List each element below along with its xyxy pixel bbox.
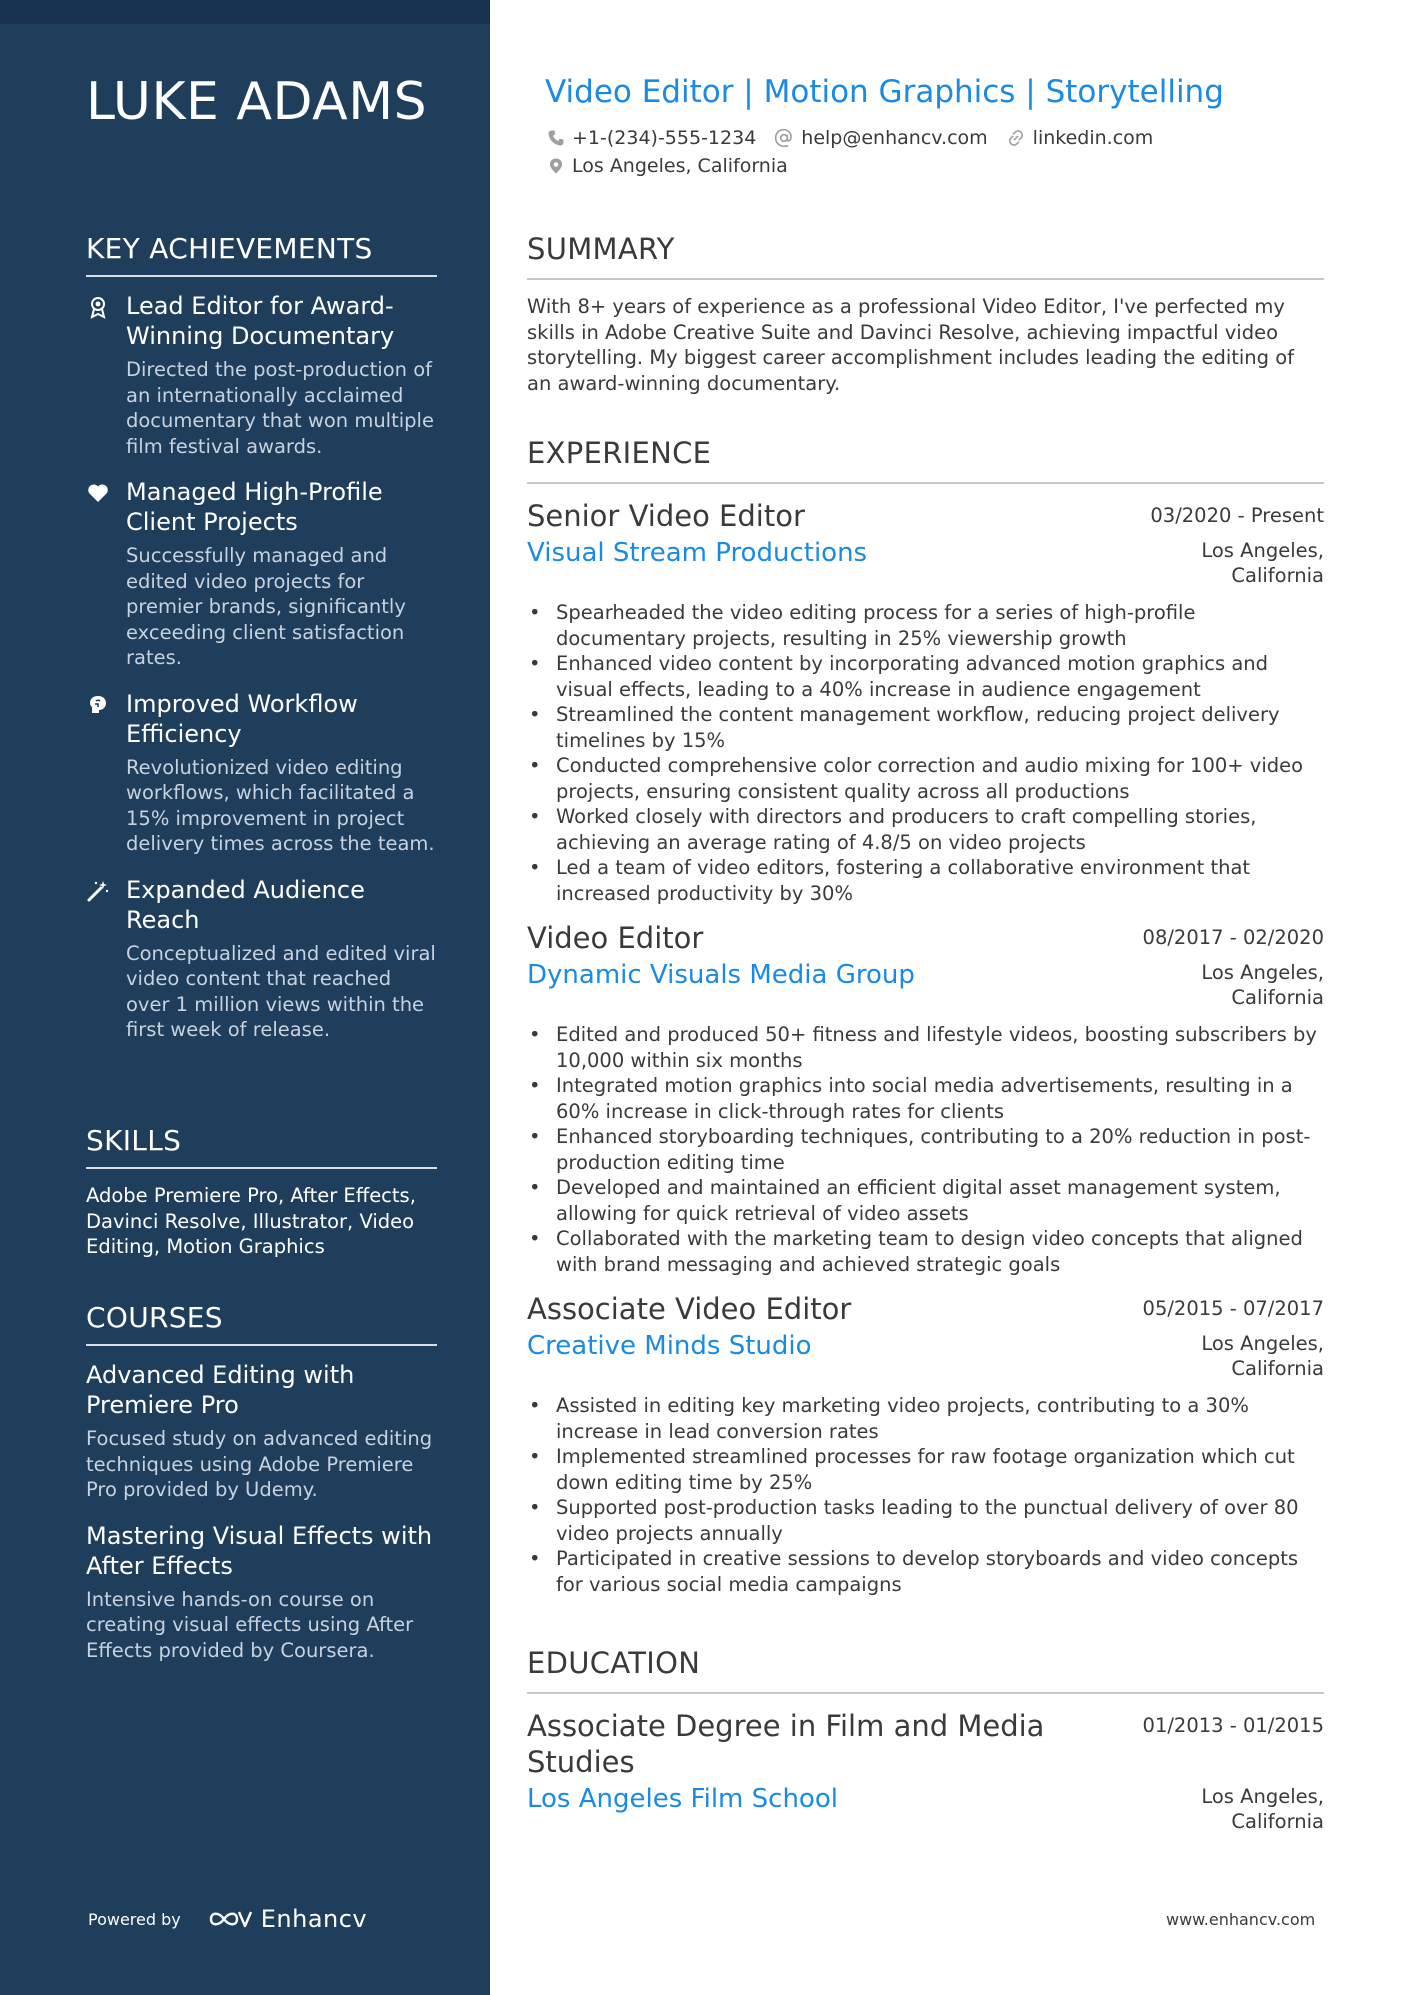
brain-icon bbox=[86, 693, 110, 717]
job-entry bbox=[527, 920, 1324, 1277]
achievement-desc: Successfully managed and edited video projects for premier brands, significantly exceeding client satisfaction rates. bbox=[126, 544, 406, 669]
job-bullets bbox=[527, 1022, 1324, 1277]
bullet-item: • Edited and produced 50+ fitness and lifestyle videos, boosting subscribers by 10,000 within six months bbox=[527, 1022, 1324, 1073]
bullet-item: • Enhanced video content by incorporating advanced motion graphics and visual effects, leading to a 40% increase in audience engagement bbox=[527, 651, 1324, 702]
company-name: Visual Stream Productions bbox=[527, 538, 868, 568]
award-icon bbox=[86, 295, 110, 319]
footer-url[interactable]: www.enhancv.com bbox=[1166, 1910, 1316, 1929]
linkedin-text[interactable]: linkedin.com bbox=[1032, 127, 1154, 149]
course-item bbox=[86, 1521, 437, 1664]
contact-email bbox=[774, 127, 987, 149]
achievement-item bbox=[86, 689, 437, 857]
job-date: 08/2017 - 02/2020 bbox=[1142, 926, 1324, 949]
education-date: 01/2013 - 01/2015 bbox=[1142, 1714, 1324, 1737]
company-name: Dynamic Visuals Media Group bbox=[527, 960, 915, 990]
contact-phone bbox=[547, 127, 756, 149]
magic-wand-icon bbox=[86, 879, 110, 903]
location-pin-icon bbox=[547, 156, 565, 176]
at-icon bbox=[774, 128, 794, 148]
achievement-title: Lead Editor for Award-Winning Documentary bbox=[126, 292, 395, 350]
achievement-title: Improved Workflow Efficiency bbox=[126, 689, 358, 748]
achievement-desc: Conceptualized and edited viral video content that reached over 1 million views within the first week of release. bbox=[126, 941, 436, 1041]
course-desc: Focused study on advanced editing techniques using Adobe Premiere Pro provided by Udemy. bbox=[86, 1427, 433, 1501]
job-location: Los Angeles, California bbox=[1201, 961, 1324, 1009]
education-location: Los Angeles, California bbox=[1201, 1785, 1324, 1833]
job-title: Associate Video Editor bbox=[527, 1292, 852, 1326]
degree-title: Associate Degree in Film and Media Studies bbox=[527, 1709, 1045, 1779]
bullet-item: • Integrated motion graphics into social media advertisements, resulting in a 60% increase in click-through rates for clients bbox=[527, 1073, 1324, 1124]
phone-text[interactable]: +1-(234)-555-1234 bbox=[572, 127, 757, 149]
job-bullets bbox=[527, 600, 1324, 906]
bullet-item: • Collaborated with the marketing team to design video concepts that aligned with brand messaging and achieved strategic goals bbox=[527, 1226, 1324, 1277]
bullet-item: • Supported post-production tasks leading to the punctual delivery of over 80 video projects annually bbox=[527, 1495, 1324, 1546]
company-name: Creative Minds Studio bbox=[527, 1331, 812, 1361]
skills-title: SKILLS bbox=[86, 1124, 437, 1169]
course-desc: Intensive hands-on course on creating visual effects using After Effects provided by Coursera. bbox=[86, 1587, 414, 1662]
achievement-item bbox=[86, 477, 437, 671]
school-name: Los Angeles Film School bbox=[527, 1784, 838, 1814]
course-title: Mastering Visual Effects with After Effects bbox=[86, 1521, 433, 1580]
education-title: EDUCATION bbox=[527, 1646, 1324, 1694]
job-location: Los Angeles, California bbox=[1201, 1332, 1324, 1380]
contact-linkedin bbox=[1006, 127, 1154, 149]
headline: Video Editor | Motion Graphics | Storytelling bbox=[545, 74, 1224, 110]
achievement-desc: Directed the post-production of an internationally acclaimed documentary that won multiple film festival awards. bbox=[126, 358, 434, 458]
bullet-item: • Worked closely with directors and producers to craft compelling stories, achieving an average rating of 4.8/5 on video projects bbox=[527, 804, 1324, 855]
sidebar bbox=[0, 0, 490, 1995]
job-entry bbox=[527, 1291, 1324, 1597]
achievement-title: Managed High-Profile Client Projects bbox=[126, 478, 383, 536]
location-text: Los Angeles, California bbox=[572, 155, 788, 177]
job-bullets bbox=[527, 1393, 1324, 1597]
job-date: 03/2020 - Present bbox=[1150, 504, 1324, 527]
contact-location-row bbox=[547, 155, 806, 177]
experience-section bbox=[527, 436, 1324, 1597]
enhancv-logo[interactable] bbox=[207, 1905, 367, 1933]
enhancv-logo-text: Enhancv bbox=[260, 1905, 368, 1933]
bullet-item: • Conducted comprehensive color correction and audio mixing for 100+ video projects, ensuring consistent quality across all productions bbox=[527, 753, 1324, 804]
achievement-item bbox=[86, 875, 437, 1043]
achievement-title: Expanded Audience Reach bbox=[126, 875, 365, 934]
summary-title: SUMMARY bbox=[527, 232, 1324, 280]
phone-icon bbox=[547, 129, 565, 147]
job-title: Video Editor bbox=[527, 921, 704, 955]
heart-icon bbox=[86, 481, 110, 505]
contact-location bbox=[547, 155, 788, 177]
job-title: Senior Video Editor bbox=[527, 499, 805, 533]
education-section bbox=[527, 1646, 1324, 1834]
course-item bbox=[86, 1360, 437, 1503]
bullet-item: • Spearheaded the video editing process for a series of high-profile documentary projects, resulting in 25% viewership growth bbox=[527, 600, 1324, 651]
bullet-item: • Streamlined the content management workflow, reducing project delivery timelines by 15% bbox=[527, 702, 1324, 753]
bullet-item: • Led a team of video editors, fostering a collaborative environment that increased productivity by 30% bbox=[527, 855, 1324, 906]
education-entry bbox=[527, 1708, 1324, 1834]
powered-by-label: Powered by bbox=[88, 1909, 181, 1929]
bullet-item: • Developed and maintained an efficient digital asset management system, allowing for quick retrieval of video assets bbox=[527, 1175, 1324, 1226]
contact-row bbox=[547, 127, 1171, 149]
powered-by bbox=[88, 1905, 367, 1933]
bullet-item: • Implemented streamlined processes for raw footage organization which cut down editing time by 25% bbox=[527, 1444, 1324, 1495]
courses-title: COURSES bbox=[86, 1301, 437, 1346]
skills-section bbox=[86, 1124, 437, 1260]
link-icon bbox=[1006, 128, 1026, 148]
bullet-item: • Participated in creative sessions to develop storyboards and video concepts for various social media campaigns bbox=[527, 1546, 1324, 1597]
achievements-section bbox=[86, 232, 437, 1061]
experience-title: EXPERIENCE bbox=[527, 436, 1324, 484]
bullet-item: • Assisted in editing key marketing video projects, contributing to a 30% increase in lead conversion rates bbox=[527, 1393, 1324, 1444]
achievements-title: KEY ACHIEVEMENTS bbox=[86, 232, 437, 277]
job-date: 05/2015 - 07/2017 bbox=[1142, 1297, 1324, 1320]
achievement-item bbox=[86, 291, 437, 459]
job-location: Los Angeles, California bbox=[1201, 539, 1324, 587]
courses-section bbox=[86, 1301, 437, 1681]
summary-section bbox=[527, 232, 1324, 396]
summary-text: With 8+ years of experience as a professional Video Editor, I've perfected my skills in Adobe Creative Suite and Davinci Resolve, achieving impactful video storytelling. My biggest career accomplishment includes leading the editing of an award-winning documentary. bbox=[527, 295, 1295, 395]
course-title: Advanced Editing with Premiere Pro bbox=[86, 1361, 355, 1419]
candidate-name: LUKE ADAMS bbox=[86, 72, 428, 132]
bullet-item: • Enhanced storyboarding techniques, contributing to a 20% reduction in post-production editing time bbox=[527, 1124, 1324, 1175]
job-entry bbox=[527, 498, 1324, 906]
skills-list: Adobe Premiere Pro, After Effects, Davinci Resolve, Illustrator, Video Editing, Motion Graphics bbox=[86, 1184, 416, 1258]
enhancv-logo-icon bbox=[207, 1906, 253, 1932]
email-text[interactable]: help@enhancv.com bbox=[801, 127, 988, 149]
achievement-desc: Revolutionized video editing workflows, which facilitated a 15% improvement in project delivery times across the team. bbox=[126, 755, 435, 855]
